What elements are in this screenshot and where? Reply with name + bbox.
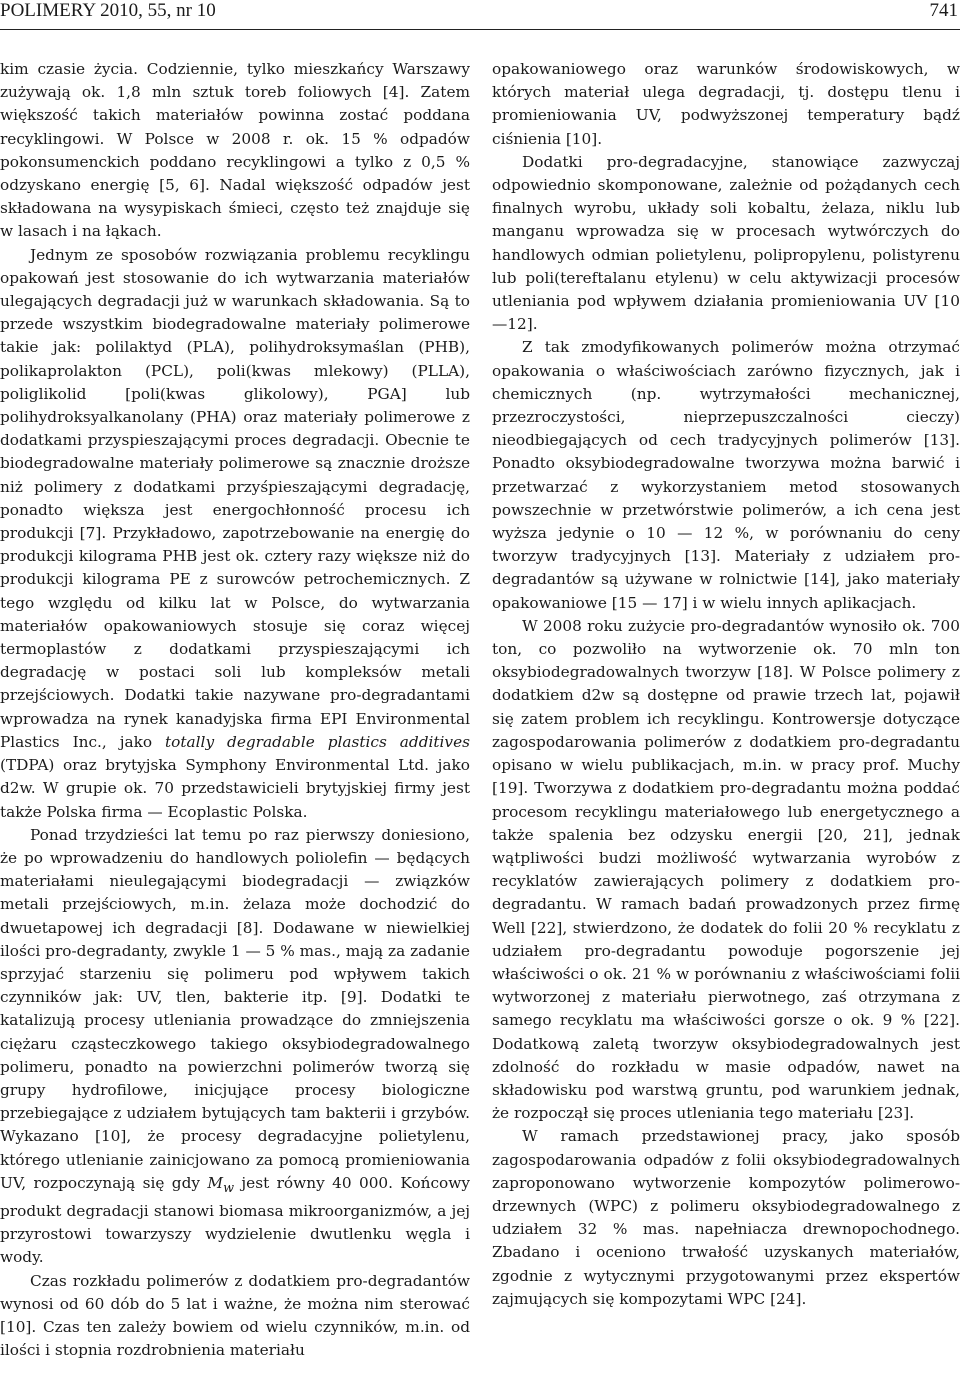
header-rule [0, 29, 960, 30]
paragraph [0, 244, 470, 824]
math-symbol: M [207, 1173, 224, 1192]
paragraph: W 2008 roku zużycie pro-degradantów wynosiło ok. 700 ton, co pozwoliło na wytworzenie ok. 70 mln ton oksybiodegradowalnych tworzyw [18]. W Polsce polimery z dodatkiem d2w są dostępne od prawie trzech lat, pojawił się zatem problem ich recyklingu. Kontrowersje dotyczące zagospodarowania polimerów z dodatkiem pro-degradantu opisano w wielu publikacjach, m.in. w pracy prof. Muchy [19]. Tworzywa z dodatkiem pro-degradantu można poddać procesom recyklingu materiałowego lub energetycznego a także spalenia bez odzysku energii [20, 21], jednak wątpliwości budzi możliwość wytwarzania wyrobów z recyklatów zawierających polimery z dodatkiem pro-degradantu. W ramach badań prowadzonych przez firmę Well [22], stwierdzono, że dodatek do folii 20 % recyklatu z udziałem pro-degradantu powoduje pogorszenie jej właściwości o ok. 21 % w porównaniu z właściwościami folii wytworzonej z materiału pierwotnego, zaś otrzymana z samego recyklatu ma właściwości gorsze o ok. 9 % [22]. Dodatkową zaletą tworzyw oksybiodegradowalnych jest zdolność do rozkładu w masie odpadów, nawet na składowisku pod warstwą gruntu, pod warunkiem jednak, że rozpoczął się proces utleniania tego materiału [23]. [492, 616, 960, 1123]
paragraph: kim czasie życia. Codziennie, tylko mieszkańcy Warszawy zużywają ok. 1,8 mln sztuk toreb foliowych [4]. Zatem większość takich materiałów powinna zostać poddana recyklingowi. W Polsce w 2008 r. ok. 15 % odpadów pokonsumenckich poddano recyklingowi a tylko z 0,5 % odzyskano energię [5, 6]. Nadal większość odpadów jest składowana na wysypiskach śmieci, często też znajduje się w lasach i na łąkach. [0, 60, 470, 241]
paragraph-text: (TDPA) oraz brytyjska Symphony Environmental Ltd. jako d2w. W grupie ok. 70 przedstawicieli brytyjskiej firmy jest także Polska firma — Ecoplastic Polska. [0, 756, 470, 821]
left-column [0, 58, 470, 1362]
page-header [0, 0, 960, 30]
paragraph: W ramach przedstawionej pracy, jako sposób zagospodarowania odpadów z folii oksybiodegradowalnych zaproponowano wytworzenie kompozytów polimerowo-drzewnych (WPC) z polimeru oksybiodegradowalnego z udziałem 32 % mas. napełniacza drewnopochodnego. Zbadano i oceniono trwałość uzyskanych materiałów, zgodnie z wytycznymi przygotowanymi przez ekspertów zajmujących się kompozytami WPC [24]. [492, 1127, 960, 1308]
right-column [492, 58, 960, 1311]
italic-term: totally degradable plastics additives [165, 732, 470, 751]
paragraph-text: jest równy 40 000. Końcowy produkt degradacji stanowi biomasa mikroorganizmów, a jej przyrostowi towarzyszy wydzielenie dwutlenku węgla i wody. [0, 1173, 471, 1267]
paragraph: opakowaniowego oraz warunków środowiskowych, w których materiał ulega degradacji, tj. dostępu tlenu i promieniowania UV, podwyższonej temperatury bądź ciśnienia [10]. [492, 60, 960, 148]
page-number: 741 [929, 0, 958, 21]
paragraph-text: Ponad trzydzieści lat temu po raz pierwszy doniesiono, że po wprowadzeniu do handlowych poliolefin — będących materiałami nieulegającymi biodegradacji — związków metali przejściowych, m.in. żelaza może dochodzić do dwuetapowej ich degradacji [8]. Dodawane w niewielkiej ilości pro-degradanty, zwykle 1 — 5 % mas., mają za zadanie sprzyjać starzeniu się polimeru pod wpływem takich czynników jak: UV, tlen, bakterie itp. [9]. Dodatki te katalizują procesy utleniania prowadzące do zmniejszenia ciężaru cząsteczkowego takiego oksybiodegradowalnego polimeru, ponadto na powierzchni polimerów tworzą się grupy hydrofilowe, inicjujące procesy biologiczne przebiegające z udziałem bytujących tam bakterii i grzybów. Wykazano [10], że procesy degradacyjne polietylenu, którego utlenianie zainicjowano za pomocą promieniowania UV, rozpoczynają się gdy [0, 825, 470, 1192]
paragraph [0, 824, 470, 1270]
paragraph: Z tak zmodyfikowanych polimerów można otrzymać opakowania o właściwościach zarówno fizycznych, jak i chemicznych (np. wytrzymałości mechanicznej, przezroczystości, nieprzepuszczalności cieczy) nieodbiegających od cech tradycyjnych polimerów [13]. Ponadto oksybiodegradowalne tworzywa można barwić i przetwarzać z wykorzystaniem metod stosowanych powszechnie w przetwórstwie polimerów, a ich cena jest wyższa jedynie o 10 — 12 %, w porównaniu do ceny tworzyw tradycyjnych [13]. Materiały z udziałem pro-degradantów są używane w rolnictwie [14], jako materiały opakowaniowe [15 — 17] i w wielu innych aplikacjach. [492, 338, 960, 612]
journal-title: POLIMERY 2010, 55, nr 10 [0, 0, 216, 21]
paragraph-text: Jednym ze sposobów rozwiązania problemu recyklingu opakowań jest stosowanie do ich wytwarzania materiałów ulegających degradacji już w warunkach składowania. Są to przede wszystkim biodegradowalne materiały polimerowe takie jak: polilaktyd (PLA), polihydroksymaślan (PHB), polikaprolakton (PCL), poli(kwas mlekowy) (PLLA), poliglikolid [poli(kwas glikolowy), PGA] lub polihydroksyalkanolany (PHA) oraz materiały polimerowe z dodatkami przyspieszającymi proces degradacji. Obecnie te biodegradowalne materiały polimerowe są znacznie droższe niż polimery z dodatkami przyśpieszającymi degradację, ponadto większa jest energochłonność procesu ich produkcji [7]. Przykładowo, zapotrzebowanie na energię do produkcji kilograma PHB jest ok. cztery razy większe niż do produkcji kilograma PE z surowców petrochemicznych. Z tego względu od kilku lat w Polsce, do wytwarzania materiałów opakowaniowych stosuje się coraz więcej termoplastów z dodatkami przyspieszającymi ich degradację w postaci soli lub kompleksów metali przejściowych. Dodatki takie nazywane pro-degradantami wprowadza na rynek kanadyjska firma EPI Environmental Plastics Inc., jako [0, 245, 470, 751]
paragraph: Czas rozkładu polimerów z dodatkiem pro-degradantów wynosi od 60 dób do 5 lat i ważne, że można nim sterować [10]. Czas ten zależy bowiem od wielu czynników, m.in. od ilości i stopnia rozdrobnienia materiału [0, 1271, 470, 1360]
math-subscript: w [223, 1180, 235, 1196]
paragraph: Dodatki pro-degradacyjne, stanowiące zazwyczaj odpowiednio skomponowane, zależnie od pożądanych cech finalnych wyrobu, układy soli kobaltu, żelaza, niklu lub manganu wprowadza się w procesach wytwórczych do handlowych odmian polietylenu, polipropylenu, polistyrenu lub poli(tereftalanu etylenu) w celu aktywizacji procesów utleniania pod wpływem działania promieniowania UV [10—12]. [492, 152, 960, 334]
